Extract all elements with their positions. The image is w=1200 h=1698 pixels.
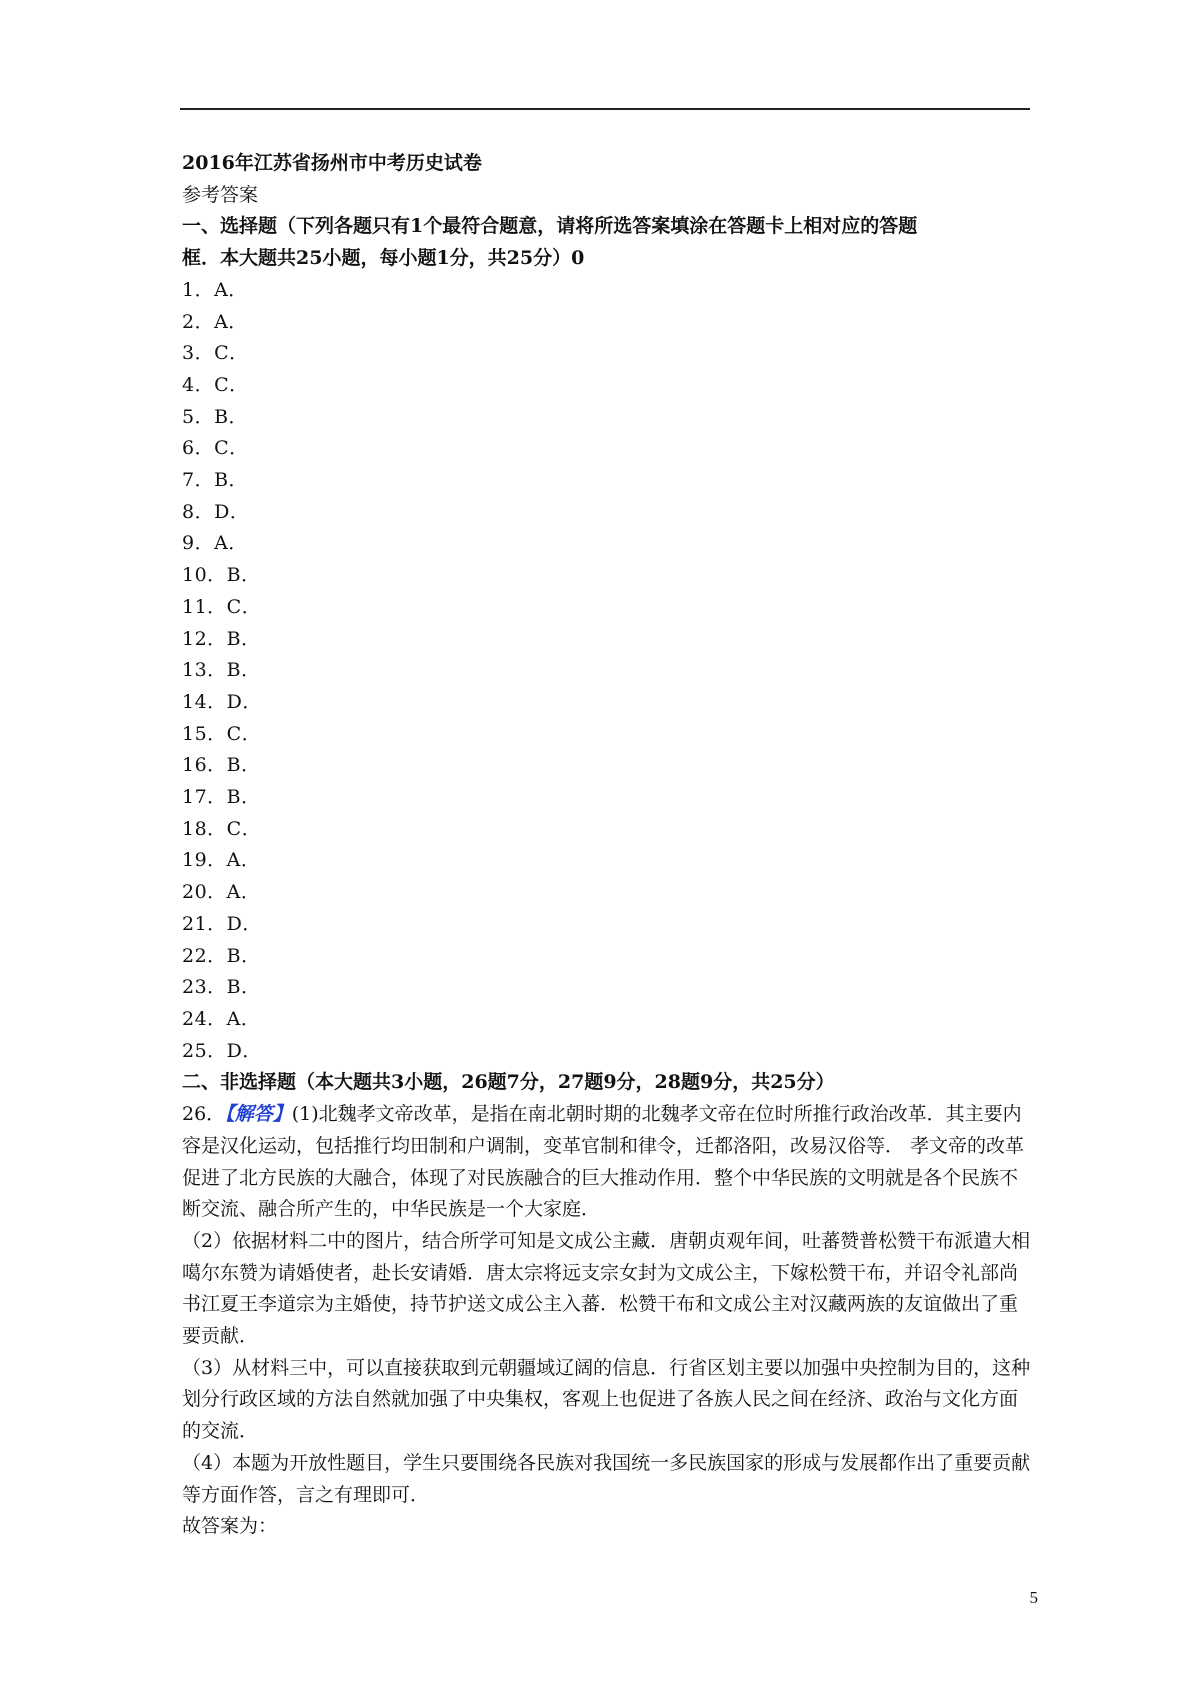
answer-item: 16．B． bbox=[182, 754, 261, 777]
q26-paragraph-1 bbox=[182, 1099, 1032, 1226]
section1-heading-line2: 框．本大题共25小题，每小题1分，共25分）0 bbox=[182, 247, 585, 270]
page-number: 5 bbox=[1029, 1588, 1038, 1607]
answer-item: 19．A． bbox=[182, 849, 261, 872]
answer-item: 18．C． bbox=[182, 817, 262, 840]
answer-item: 9．A． bbox=[182, 532, 248, 555]
answer-item: 2．A． bbox=[182, 310, 248, 333]
answer-item: 1．A． bbox=[182, 278, 248, 301]
answer-item: 24．A． bbox=[182, 1007, 261, 1030]
answer-item: 7．B． bbox=[182, 469, 249, 492]
answer-item: 13．B． bbox=[182, 659, 261, 682]
q26-conclusion: 故答案为： bbox=[182, 1515, 278, 1538]
answer-list bbox=[182, 275, 1032, 1068]
answer-item: 8．D． bbox=[182, 500, 250, 523]
answer-item: 23．B． bbox=[182, 976, 261, 999]
answer-item: 20．A． bbox=[182, 881, 261, 904]
q26-paragraph-2: （2）依据材料二中的图片，结合所学可知是文成公主藏．唐朝贞观年间，吐蕃赞普松赞干布派遣大相噶尔东赞为请婚使者，赴长安请婚．唐太宗将远支宗女封为文成公主，下嫁松赞干布，并诏令礼部尚书江夏王李道宗为主婚使，持节护送文成公主入蕃．松赞干布和文成公主对汉藏两族的友谊做出了重要贡献． bbox=[182, 1229, 1031, 1348]
answer-item: 3．C． bbox=[182, 342, 249, 365]
answer-item: 10．B． bbox=[182, 564, 261, 587]
answer-item: 17．B． bbox=[182, 786, 261, 809]
q26-part1-text: (1)北魏孝文帝改革，是指在南北朝时期的北魏孝文帝在位时所推行政治改革．其主要内容是汉化运动，包括推行均田制和户调制，变革官制和律令，迁都洛阳，改易汉俗等． 孝文帝的改革促进了北方民族的大融合，体现了对民族融合的巨大推动作用．整个中华民族的文明就是各个民族不断交流、融合所产生的，中华民族是一个大家庭． bbox=[182, 1103, 1025, 1221]
answer-item: 21．D． bbox=[182, 912, 262, 935]
header-rule bbox=[180, 108, 1030, 110]
q26-number: 26． bbox=[182, 1103, 226, 1126]
answer-item: 14．D． bbox=[182, 690, 262, 713]
answer-item: 4．C． bbox=[182, 373, 249, 396]
document-body bbox=[182, 148, 1032, 1543]
document-subtitle: 参考答案 bbox=[182, 183, 259, 206]
answer-item: 11．C． bbox=[182, 595, 262, 618]
answer-item: 6．C． bbox=[182, 437, 249, 460]
answer-item: 15．C． bbox=[182, 722, 262, 745]
answer-item: 12．B． bbox=[182, 627, 261, 650]
answer-tag: 【解答】 bbox=[225, 1103, 292, 1126]
q26-paragraph-3: （3）从材料三中，可以直接获取到元朝疆域辽阔的信息．行省区划主要以加强中央控制为目的，这种划分行政区域的方法自然就加强了中央集权，客观上也促进了各族人民之间在经济、政治与文化方面的交流． bbox=[182, 1356, 1031, 1443]
document-title: 2016年江苏省扬州市中考历史试卷 bbox=[182, 152, 482, 174]
answer-item: 25．D． bbox=[182, 1039, 262, 1062]
section1-heading-line1: 一、选择题（下列各题只有1个最符合题意，请将所选答案填涂在答题卡上相对应的答题 bbox=[182, 215, 918, 238]
q26-paragraph-4: （4）本题为开放性题目，学生只要围绕各民族对我国统一多民族国家的形成与发展都作出了重要贡献等方面作答，言之有理即可． bbox=[182, 1451, 1031, 1506]
answer-item: 5．B． bbox=[182, 405, 249, 428]
answer-item: 22．B． bbox=[182, 944, 261, 967]
section2-heading: 二、非选择题（本大题共3小题，26题7分，27题9分，28题9分，共25分） bbox=[182, 1071, 835, 1094]
